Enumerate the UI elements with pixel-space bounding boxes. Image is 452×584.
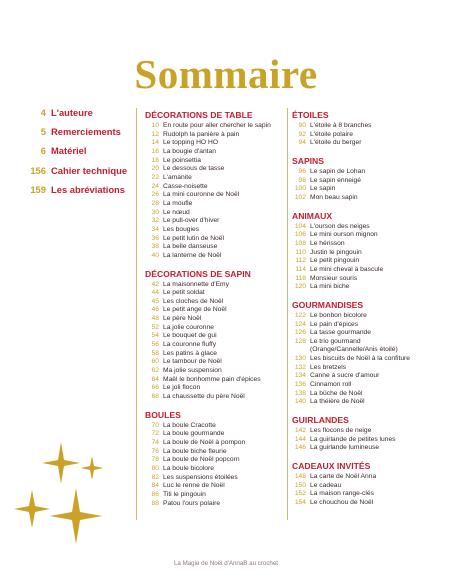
contents-column-2: [292, 108, 447, 514]
item-title: La boule biche fleurie: [163, 447, 227, 455]
list-item[interactable]: [292, 185, 447, 194]
item-title: Le mini cheval à bascule: [310, 265, 384, 273]
page-number: 4: [40, 107, 46, 118]
item-title: Canne à sucre d'amour: [310, 372, 380, 380]
list-item[interactable]: [145, 226, 287, 235]
section-items: [292, 122, 447, 148]
entry-title: Remerciements: [51, 126, 121, 138]
page-number: 130: [294, 355, 306, 363]
page-number: 88: [151, 499, 159, 507]
page-number: 150: [294, 481, 306, 489]
list-item[interactable]: [145, 165, 287, 174]
item-title: Le hérisson: [310, 239, 345, 247]
page-number: 82: [151, 473, 159, 481]
list-item[interactable]: [292, 390, 447, 399]
item-title: La maison range-clés: [310, 490, 374, 498]
item-title: La boule Cracotte: [163, 421, 216, 429]
item-title: Cinnamon roll: [310, 381, 352, 389]
item-title: La carte de Noël Anna: [310, 473, 377, 481]
contents-section: [145, 267, 287, 402]
list-item[interactable]: [145, 281, 287, 290]
section-items: [145, 281, 287, 402]
left-contents-list: [10, 107, 130, 203]
list-item[interactable]: [145, 422, 287, 431]
entry-title: Les abréviations: [51, 183, 125, 195]
page-number: 78: [151, 456, 159, 464]
list-item[interactable]: [292, 372, 447, 381]
page-number: 18: [151, 156, 159, 164]
list-item[interactable]: [145, 376, 287, 385]
list-item[interactable]: [292, 355, 447, 364]
item-title: Les cloches de Noël: [163, 297, 224, 305]
item-title: La boule de Noël à pompon: [163, 439, 246, 446]
page-number: 76: [151, 447, 159, 455]
page-number: 46: [151, 306, 159, 314]
item-title-continuation: (Orange/Cannelle/Anis étoilé): [310, 346, 398, 354]
entry-title: Cahier technique: [51, 164, 128, 176]
page-number: 20: [151, 165, 159, 173]
page-number: 34: [151, 225, 159, 233]
item-title: Le pull-over d'hiver: [163, 217, 220, 225]
item-title: Le poinsettia: [163, 156, 201, 164]
section-heading: GOURMANDISES: [292, 299, 364, 310]
page-number: 106: [294, 231, 306, 239]
page-number: 144: [294, 435, 306, 443]
list-item[interactable]: [292, 266, 447, 275]
list-item[interactable]: [145, 252, 287, 261]
item-title: La jolie couronne: [163, 323, 214, 331]
list-item[interactable]: [292, 240, 447, 249]
list-item[interactable]: [292, 427, 447, 436]
item-title: Les patins à glace: [163, 349, 217, 357]
item-title: La boule gourmande: [163, 430, 225, 438]
page-number: 45: [151, 297, 159, 305]
list-item[interactable]: [145, 465, 287, 474]
page-number: 16: [151, 147, 159, 155]
page-number: 32: [151, 217, 159, 225]
section-items: [292, 312, 447, 407]
list-item[interactable]: [145, 430, 287, 439]
page-number: 72: [151, 430, 159, 438]
item-title: Le nœud: [163, 208, 190, 216]
item-title: Le cadeau: [310, 481, 342, 489]
list-item[interactable]: [145, 148, 287, 157]
list-item[interactable]: [145, 448, 287, 457]
item-title: La maisonnette d'Emy: [163, 280, 229, 288]
contents-column-1: [145, 108, 287, 514]
section-items: [292, 427, 447, 453]
page-number: 36: [151, 234, 159, 242]
item-title: L'amanite: [163, 173, 192, 181]
left-entry[interactable]: [10, 107, 130, 126]
page-number: 148: [294, 473, 306, 481]
list-item[interactable]: [145, 341, 287, 350]
list-item[interactable]: [292, 490, 447, 499]
page-number: 5: [40, 126, 46, 138]
column-divider-left: [136, 108, 137, 520]
page-number: 22: [151, 173, 159, 181]
list-item[interactable]: [145, 306, 287, 315]
list-item[interactable]: [292, 482, 447, 491]
list-item[interactable]: [145, 131, 287, 140]
list-item[interactable]: [145, 139, 287, 148]
section-items: [145, 422, 287, 509]
item-title: L'ourson des neiges: [310, 222, 370, 230]
page-number: 56: [151, 341, 159, 349]
list-item[interactable]: [145, 367, 287, 376]
list-item[interactable]: [292, 436, 447, 445]
left-entry[interactable]: [10, 184, 130, 203]
list-item[interactable]: [145, 217, 287, 226]
page-number: 136: [294, 381, 306, 389]
contents-section: [292, 413, 447, 453]
list-item[interactable]: [145, 122, 287, 131]
page-number: 38: [151, 243, 159, 251]
section-heading: CADEAUX INVITÉS: [292, 461, 371, 472]
left-entry[interactable]: [10, 165, 130, 184]
page-number: 112: [295, 257, 306, 265]
page-number: 40: [151, 251, 159, 259]
page-number: 74: [151, 439, 159, 446]
list-item[interactable]: [292, 249, 447, 258]
list-item[interactable]: [292, 257, 447, 266]
page-number: 66: [151, 384, 159, 392]
page-number: 14: [151, 139, 159, 147]
page-number: 108: [294, 239, 306, 247]
page-number: 80: [151, 464, 159, 472]
indent-spacer: [292, 346, 306, 355]
contents-section: [292, 209, 447, 292]
item-title: Luc le renne de Noël: [163, 482, 225, 490]
page-number: 156: [30, 164, 46, 176]
page-number: 138: [294, 389, 306, 397]
item-title: Le sapin de Lohan: [310, 167, 366, 175]
list-item[interactable]: [145, 393, 287, 402]
item-title: La moufle: [163, 199, 193, 207]
list-item[interactable]: [292, 194, 447, 203]
list-item[interactable]: [292, 283, 447, 292]
list-item-continuation: [292, 346, 447, 355]
page-number: 44: [151, 289, 159, 297]
left-entry[interactable]: [10, 145, 130, 164]
list-item[interactable]: [145, 439, 287, 448]
list-item[interactable]: [292, 223, 447, 232]
page-number: 110: [295, 248, 306, 256]
contents-section: [292, 108, 447, 148]
list-item[interactable]: [145, 384, 287, 393]
list-item[interactable]: [145, 474, 287, 483]
section-items: [292, 473, 447, 508]
list-item[interactable]: [292, 398, 447, 407]
item-title: Les bretzels: [310, 363, 347, 371]
section-heading: ÉTOILES: [292, 110, 329, 120]
item-title: Le tambour de Noël: [163, 358, 222, 366]
item-title: Mon beau sapin: [310, 193, 358, 201]
page-footer: La Magie de Noël d'AnnaB au crochet: [173, 560, 279, 567]
section-heading: DÉCORATIONS DE TABLE: [145, 110, 253, 120]
contents-section: [292, 154, 447, 203]
list-item[interactable]: [145, 332, 287, 341]
page-title: Sommaire: [134, 51, 318, 97]
page-number: 24: [151, 182, 159, 190]
list-item[interactable]: [145, 289, 287, 298]
column-divider-right: [287, 108, 288, 520]
page-number: 60: [151, 358, 159, 366]
item-title: La théière de Noël: [310, 398, 365, 406]
list-item[interactable]: [292, 131, 447, 140]
item-title: Patou l'ours polaire: [163, 499, 221, 507]
page-number: 126: [294, 329, 306, 337]
list-item[interactable]: [145, 191, 287, 200]
page-number: 120: [294, 283, 306, 291]
page-number: 84: [151, 482, 159, 490]
page-number: 128: [294, 337, 306, 345]
list-item[interactable]: [145, 456, 287, 465]
page-number: 104: [294, 222, 306, 230]
item-title: Le sapin: [310, 185, 336, 193]
contents-section: [292, 298, 447, 407]
list-item[interactable]: [145, 298, 287, 307]
item-title: Le trio gourmand: [310, 337, 361, 345]
item-title: La guirlande de petites lunes: [310, 435, 396, 443]
page-number: 30: [151, 208, 159, 216]
list-item[interactable]: [292, 122, 447, 131]
item-title: Titi le pingouin: [163, 490, 206, 498]
item-title: L'étoile du berger: [310, 139, 362, 147]
contents-section: [145, 408, 287, 509]
page-number: 92: [298, 130, 306, 138]
page-number: 6: [40, 145, 46, 157]
page-number: 12: [151, 130, 159, 138]
list-item[interactable]: [292, 231, 447, 240]
list-item[interactable]: [292, 329, 447, 338]
item-title: Le pain d'épices: [310, 320, 359, 328]
list-item[interactable]: [145, 491, 287, 500]
item-title: Le petit pingouin: [310, 257, 360, 265]
item-title: Le sapin enneigé: [310, 176, 361, 184]
page-number: 28: [151, 199, 159, 207]
item-title: La boule bicolore: [163, 464, 214, 472]
page-number: 90: [298, 122, 306, 129]
page-number: 102: [294, 193, 306, 201]
page-number: 62: [151, 367, 159, 375]
list-item[interactable]: [145, 358, 287, 367]
item-title: Les flocons de neige: [310, 427, 372, 435]
list-item[interactable]: [292, 338, 447, 347]
page-number: 58: [151, 349, 159, 357]
list-item[interactable]: [292, 275, 447, 284]
item-title: Le chouchou de Noël: [310, 499, 374, 506]
section-heading: ANIMAUX: [292, 210, 333, 221]
item-title: Le père Noël: [163, 315, 202, 323]
left-entry[interactable]: [10, 126, 130, 145]
item-title: La mini couronne de Noël: [163, 191, 240, 199]
page-number: 134: [294, 372, 306, 380]
page-number: 142: [294, 427, 306, 435]
item-title: L'étoile polaire: [310, 130, 353, 138]
page-number: 124: [294, 320, 306, 328]
contents-section: [292, 459, 447, 508]
list-item[interactable]: [145, 174, 287, 183]
item-title: La couronne fluffy: [163, 341, 217, 349]
page-number: 86: [151, 490, 159, 498]
list-item[interactable]: [145, 183, 287, 192]
page-number: 152: [294, 490, 306, 498]
item-title: Le petit lutin de Noël: [163, 234, 224, 242]
page-number: 10: [151, 122, 159, 129]
list-item[interactable]: [145, 243, 287, 252]
page-number: 122: [294, 311, 306, 319]
item-title: Les bougies: [163, 225, 200, 233]
list-item[interactable]: [145, 157, 287, 166]
item-title: La belle danseuse: [163, 243, 218, 251]
list-item[interactable]: [292, 312, 447, 321]
item-title: La mini biche: [310, 283, 350, 291]
section-heading: DÉCORATIONS DE SAPIN: [145, 268, 251, 279]
page-number: 26: [151, 191, 159, 199]
page-number: 94: [298, 139, 306, 147]
list-item[interactable]: [292, 473, 447, 482]
contents-section: [145, 108, 287, 261]
page-number: 96: [298, 167, 306, 175]
list-item[interactable]: [145, 500, 287, 509]
page-number: 118: [295, 274, 306, 282]
page-number: 54: [151, 332, 159, 340]
item-title: Le mini ourson mignon: [310, 231, 378, 239]
page-number: 154: [294, 499, 306, 506]
list-item[interactable]: [145, 482, 287, 491]
page-number: 98: [298, 176, 306, 184]
item-title: Le bonbon bicolore: [310, 311, 367, 319]
page-number: 146: [294, 444, 306, 452]
page-number: 52: [151, 323, 159, 331]
gold-stars-icon: [14, 440, 114, 550]
list-item[interactable]: [145, 200, 287, 209]
section-heading: SAPINS: [292, 155, 324, 166]
page-number: 100: [294, 185, 306, 193]
item-title: Le petit ange de Noël: [163, 306, 227, 314]
list-item[interactable]: [292, 381, 447, 390]
list-item[interactable]: [292, 444, 447, 453]
page-number: 48: [151, 315, 159, 323]
list-item[interactable]: [292, 499, 447, 508]
item-title: La bougie d'antan: [163, 147, 216, 155]
list-item[interactable]: [292, 168, 447, 177]
page-number: 132: [294, 363, 306, 371]
section-items: [292, 168, 447, 203]
item-title: Le bouquet de gui: [163, 332, 217, 340]
item-title: En route pour aller chercher le sapin: [163, 122, 271, 129]
list-item[interactable]: [145, 235, 287, 244]
item-title: Le petit soldat: [163, 289, 205, 297]
list-item[interactable]: [145, 324, 287, 333]
page-number: 68: [151, 393, 159, 401]
section-heading: BOULES: [145, 409, 181, 420]
list-item[interactable]: [145, 350, 287, 359]
item-title: La lanterne de Noël: [163, 251, 222, 259]
list-item[interactable]: [145, 209, 287, 218]
item-title: Ma jolie suspension: [163, 367, 222, 375]
item-title: La bûche de Noël: [310, 389, 363, 397]
item-title: Le topping HO HO: [163, 139, 219, 147]
item-title: Justin le pingouin: [310, 248, 362, 256]
section-heading: GUIRLANDES: [292, 415, 349, 426]
list-item[interactable]: [145, 315, 287, 324]
page-number: 70: [151, 421, 159, 429]
item-title: Le dessous de tasse: [163, 165, 225, 173]
list-item[interactable]: [292, 364, 447, 373]
item-title: Casse-noisette: [163, 182, 208, 190]
list-item[interactable]: [292, 321, 447, 330]
item-title: Les suspensions étoilées: [163, 473, 238, 481]
item-title: La boule de Noël popcorn: [163, 456, 240, 464]
item-title: L'étoile à 8 branches: [310, 122, 372, 129]
item-title: Le joli flocon: [163, 384, 201, 392]
page-number: 64: [151, 375, 159, 383]
item-title: La chaussette du père Noël: [163, 393, 245, 401]
item-title: Les biscuits de Noël à la confiture: [310, 355, 410, 363]
page-number: 42: [151, 280, 159, 288]
item-title: Monsieur souris: [310, 274, 358, 282]
list-item[interactable]: [292, 139, 447, 148]
item-title: La guirlande lumineuse: [310, 444, 380, 452]
entry-title: L'auteure: [51, 107, 93, 118]
entry-title: Matériel: [51, 145, 87, 157]
item-title: La tasse gourmande: [310, 329, 371, 337]
item-title: Rudolph la panière à pain: [163, 130, 240, 138]
list-item[interactable]: [292, 177, 447, 186]
section-items: [145, 122, 287, 261]
item-title: Maël le bonhomme pain d'épices: [163, 375, 261, 383]
page-number: 140: [294, 398, 306, 406]
section-items: [292, 223, 447, 292]
page-number: 159: [30, 183, 46, 195]
page-number: 114: [295, 265, 306, 273]
